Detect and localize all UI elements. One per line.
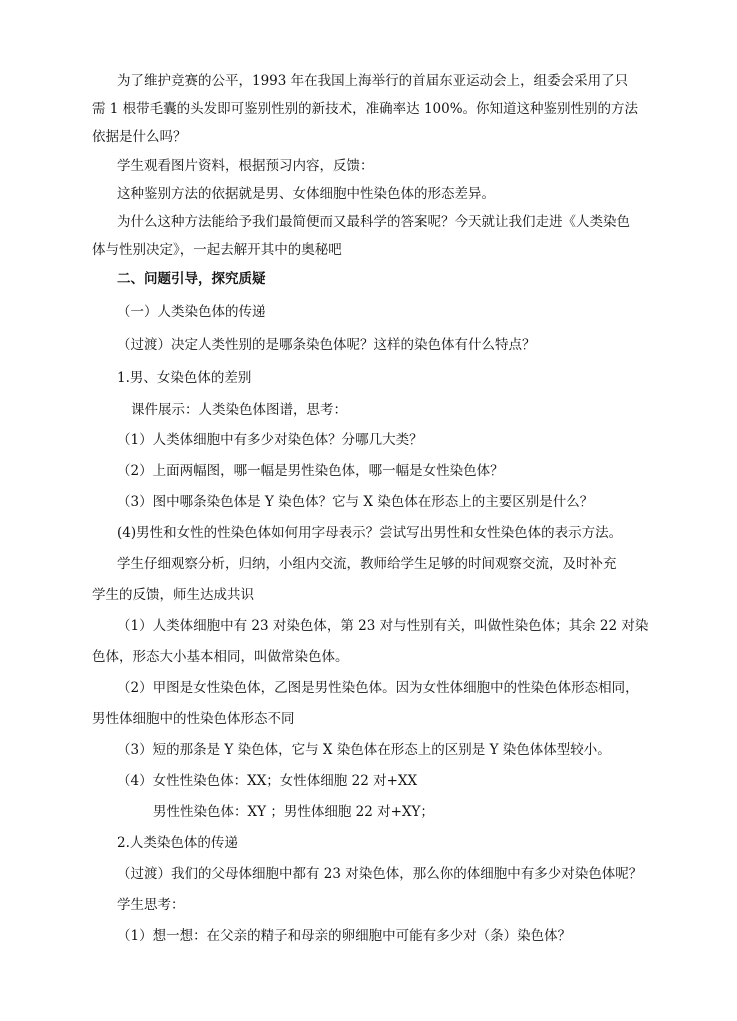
question-3-line: （3）图中哪条染色体是 Y 染色体？它与 X 染色体在形态上的主要区别是什么？	[117, 494, 594, 510]
intro-paragraph-line-2: 需 1 根带毛囊的头发即可鉴别性别的新技术，准确率达 100%。你知道这种鉴别性别的方法	[92, 101, 639, 117]
intro-paragraph-line-1: 为了维护竞赛的公平，1993 年在我国上海举行的首届东亚运动会上，组委会采用了只	[117, 73, 629, 89]
question-4-line: (4)男性和女性的性染色体如何用字母表示？尝试写出男性和女性染色体的表示方法。	[117, 525, 623, 541]
question-2-line: （2）上面两幅图，哪一幅是男性染色体，哪一幅是女性染色体？	[117, 463, 504, 479]
intro-paragraph-line-3: 依据是什么吗？	[92, 129, 187, 145]
analysis-line-2: 学生的反馈，师生达成共识	[92, 587, 254, 603]
subsection-heading: （一）人类染色体的传递	[117, 304, 266, 320]
answer-2-line-1: （2）甲图是女性染色体，乙图是男性染色体。因为女性体细胞中的性染色体形态相同，	[117, 680, 639, 696]
analysis-line-1: 学生仔细观察分析，归纳，小组内交流，教师给学生足够的时间观察交流，及时补充	[117, 556, 617, 572]
lead-in-line-1: 为什么这种方法能给予我们最简便而又最科学的答案呢？今天就让我们走进《人类染色	[117, 214, 630, 230]
answer-1-line-2: 色体，形态大小基本相同，叫做常染色体。	[92, 649, 349, 665]
answer-3-line: （3）短的那条是 Y 染色体，它与 X 染色体在形态上的区别是 Y 染色体体型较小。	[117, 742, 611, 758]
section-heading: 二、问题引导，探究质疑	[117, 271, 266, 287]
courseware-line: 课件展示：人类染色体图谱，思考：	[131, 402, 347, 418]
answer-1-line-1: （1）人类体细胞中有 23 对染色体，第 23 对与性别有关，叫做性染色体；其余 22 对染	[117, 618, 649, 634]
student-think-line: 学生思考：	[117, 897, 185, 913]
topic-1-heading: 1.男、女染色体的差别	[117, 370, 252, 386]
think-question-1-line: （1）想一想：在父亲的精子和母亲的卵细胞中可能有多少对（条）染色体？	[117, 928, 572, 944]
student-observe-line: 学生观看图片资料，根据预习内容，反馈：	[117, 158, 374, 174]
answer-4-female-line: （4）女性性染色体：XX；女性体细胞 22 对+XX	[117, 773, 418, 789]
question-1-line: （1）人类体细胞中有多少对染色体？分哪几大类？	[117, 432, 423, 448]
answer-4-male-line: 男性性染色体：XY ；男性体细胞 22 对+XY；	[153, 804, 434, 820]
method-basis-line: 这种鉴别方法的依据就是男、女体细胞中性染色体的形态差异。	[117, 186, 495, 202]
answer-2-line-2: 男性体细胞中的性染色体形态不同	[92, 711, 295, 727]
topic-2-heading: 2.人类染色体的传递	[117, 835, 238, 851]
transition-2-line: （过渡）我们的父母体细胞中都有 23 对染色体，那么你的体细胞中有多少对染色体呢？	[117, 866, 643, 882]
lead-in-line-2: 体与性别决定》，一起去解开其中的奥秘吧	[92, 242, 342, 258]
transition-question-line: （过渡）决定人类性别的是哪条染色体呢？这样的染色体有什么特点？	[117, 337, 536, 353]
